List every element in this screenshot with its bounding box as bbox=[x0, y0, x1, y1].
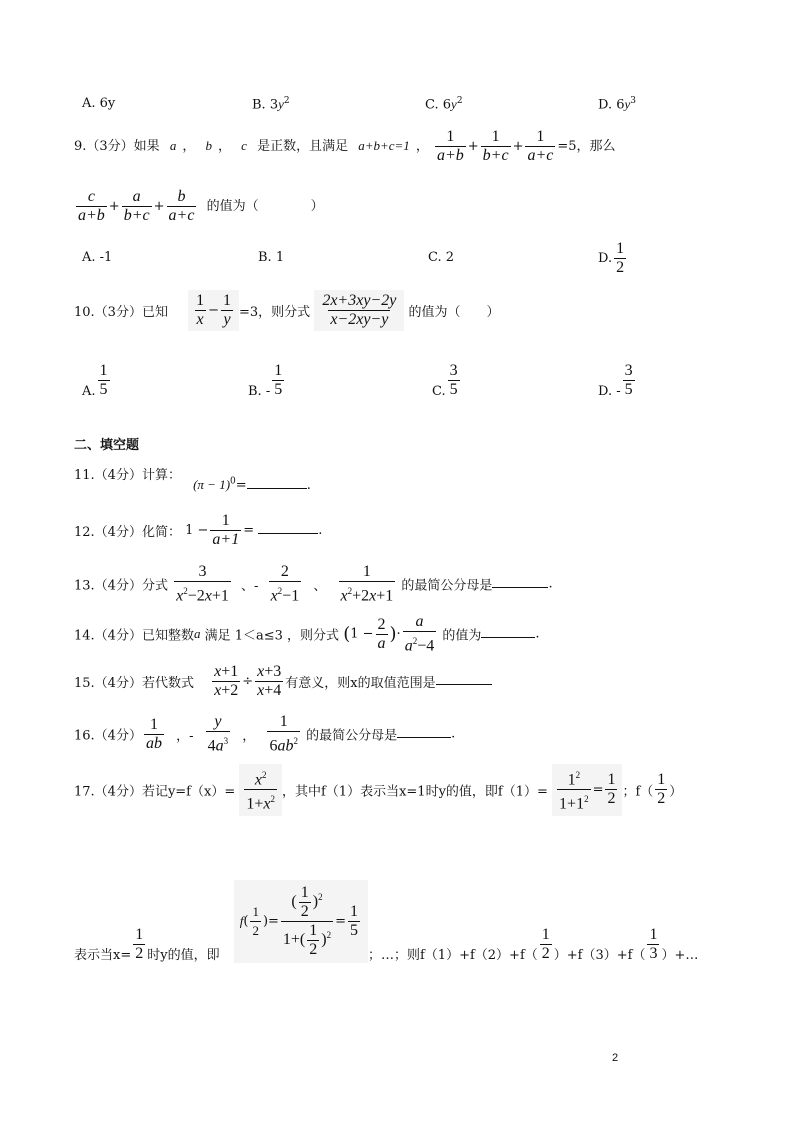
q8-option-b: B. $3y^2$ bbox=[252, 96, 290, 113]
question-12: 12.（4分）化简： 1 − $\frac{1}{a+1}$ = . bbox=[74, 512, 323, 548]
answer-blank[interactable] bbox=[481, 625, 535, 638]
answer-blank[interactable] bbox=[258, 521, 318, 534]
question-15: 15.（4分）若代数式 $\frac{x+1}{x+2}$ ÷ $\frac{x+3}{x+4}$ 有意义，则x的取值范围是 bbox=[74, 663, 492, 700]
q10-option-d: D. - $\frac{3}{5}$ bbox=[598, 362, 633, 399]
page-number: 2 bbox=[612, 1052, 619, 1064]
q10-option-b: B. - $\frac{1}{5}$ bbox=[248, 362, 283, 399]
q9-option-b: B. 1 bbox=[258, 250, 285, 265]
question-10: 10.（3分）已知 $\frac{1}{x}$ − $\frac{1}{y}$ =3，则分式 $\frac{2x+3xy-2y}{x-2xy-y}$ 的值为（ ） bbox=[74, 290, 499, 331]
section-title-fill-in: 二、填空题 bbox=[74, 438, 140, 453]
question-14: 14.（4分）已知整数a 满足 1＜a≤3 ，则分式 (1 − $\frac{2}{a}$ )· $\frac{a}{a^2-4}$ 的值为 . bbox=[74, 613, 540, 655]
q9-option-a: A. -1 bbox=[82, 250, 113, 265]
question-16: 16.（4分） $\frac{1}{ab}$ ，- $\frac{y}{4a^3}$ ， $\frac{1}{6ab^2}$ 的最简公分母是 . bbox=[74, 713, 456, 755]
answer-blank[interactable] bbox=[397, 725, 451, 738]
f-one-half-formula: f( $\frac{1}{2}$ )= ( $\frac{1}{2}$ )$^2$ 1+( $\frac{1}{2}$ )$^2$ = $\frac{1}{5}$ bbox=[234, 880, 368, 963]
answer-blank[interactable] bbox=[247, 476, 307, 489]
q8-option-a: A. 6y bbox=[82, 96, 116, 111]
question-17: 17.（4分）若记y=f（x）= $\frac{x^2}{1+x^2}$ ，其中f（1）表示当x=1时y的值，即f（1）= $\frac{1^2}{1+1^2}$ = $\frac{1}{2}$ ；f（ $\frac{1}{2}$ ） bbox=[74, 764, 682, 816]
answer-blank[interactable] bbox=[492, 575, 548, 588]
q9-option-d: D. $\frac{1}{2}$ bbox=[598, 240, 625, 276]
question-9: 9.（3分）如果 a ， b ， c 是正数，且满足 a+b+c=1 ， $\frac{1}{a+b}$ + $\frac{1}{b+c}$ + $\frac{1}{a+c}$ =5，那么 bbox=[74, 128, 616, 164]
q8-option-c: C. $6y^2$ bbox=[425, 96, 463, 113]
q10-option-c: C. $\frac{3}{5}$ bbox=[432, 362, 458, 399]
question-13: 13.（4分）分式 $\frac{3}{x^2-2x+1}$ 、- $\frac{2}{x^2-1}$ 、 $\frac{1}{x^2+2x+1}$ 的最简公分母是 . bbox=[74, 563, 553, 605]
question-17-continued: 表示当x= $\frac{1}{2}$ 时y的值，即 f( $\frac{1}{2}$ )= ( $\frac{1}{2}$ )$^2$ 1+( $\frac{1}{2}$ )$^2$ = $\frac{1}{5}$ ；…；则f（1）+f（2）+f（ $\frac{1}{2}$ ）+f（3）+f（ $\frac{1}{3}$ ）+… bbox=[74, 880, 698, 963]
q8-option-d: D. $6y^3$ bbox=[598, 96, 637, 113]
question-11: 11.（4分）计算： $(\pi - 1)^0=$ . bbox=[74, 468, 311, 493]
question-9-expression: $\frac{c}{a+b}$ + $\frac{a}{b+c}$ + $\frac{b}{a+c}$ 的值为（ ） bbox=[78, 188, 324, 224]
q9-option-c: C. 2 bbox=[428, 250, 455, 265]
q10-option-a: A. $\frac{1}{5}$ bbox=[82, 362, 108, 399]
answer-blank[interactable] bbox=[436, 672, 492, 685]
